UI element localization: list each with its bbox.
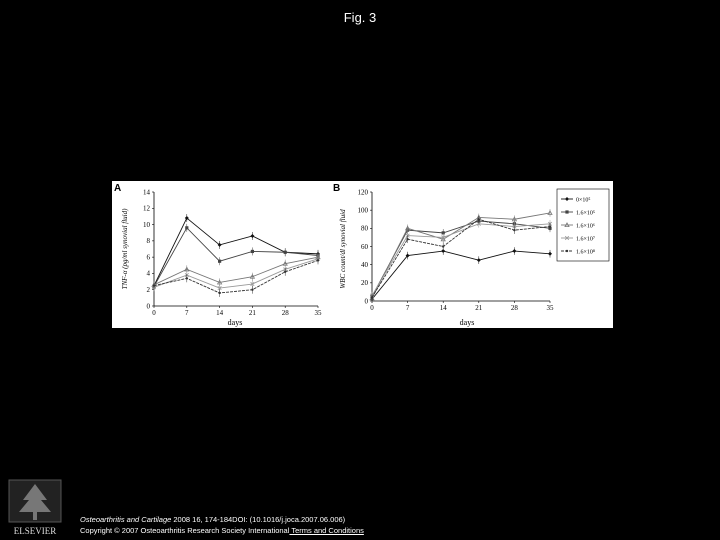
panel-0-series-4-point [284,271,286,273]
panel-1-xtick-label: 28 [510,304,518,312]
panel-0-ytick-label: 8 [146,237,150,246]
panel-1-xtick-label: 0 [370,304,374,312]
citation-line [80,514,364,525]
panel-0-xtick-label: 28 [281,309,289,317]
panel-0-ytick-label: 6 [146,253,150,262]
panel-0-series-1-point [284,251,287,254]
panel-0-series-4-point [186,277,188,279]
publisher-name: ELSEVIER [13,526,57,536]
figure-svg [112,181,613,328]
footer [80,514,364,536]
panel-1-xtick-label: 7 [405,304,410,312]
panel-1-series-4-point [406,238,408,240]
panel-1-series-0-point [477,258,481,262]
panel-1-xtick-label: 35 [546,304,554,312]
panel-1-series-4-point [513,229,515,231]
terms-link[interactable]: Terms and Conditions [289,526,364,535]
panel-1-series-1-line [372,221,550,296]
panel-b-xlabel: days [459,318,475,327]
panel-1-series-0-point [548,252,552,256]
panel-0-series-0-line [154,218,318,286]
panel-0-series-4-point [153,284,155,286]
panel-0-xtick-label: 7 [185,309,189,317]
legend-label-0: 0×10⁵ [576,197,591,204]
panel-0-ytick-label: 12 [143,204,150,213]
panel-1-series-0-point [512,249,516,253]
copyright-line [80,525,364,536]
panel-0-xtick-label: 21 [248,309,256,317]
legend-marker-4 [566,250,568,252]
panel-0-series-1-point [185,226,188,229]
panel-b-label: B [333,183,341,194]
panel-0-series-0-point [250,234,254,238]
legend [557,189,609,261]
panel-1-ytick-label: 0 [364,297,368,306]
panel-1-xtick-label: 21 [475,304,483,312]
panel-0-ytick-label: 14 [143,188,150,197]
citation: 2008 16, 174-184DOI: (10.1016/j.joca.2007.06.006) [171,515,346,524]
elsevier-logo [7,478,63,538]
legend-label-1: 1.6×10⁵ [576,210,595,217]
panel-0-series-1-point [251,250,254,253]
panel-0-xtick-label: 0 [152,309,156,317]
panel-0-series-1-point [218,260,221,263]
panel-b [333,183,554,327]
panel-0-ytick-label: 10 [143,220,150,229]
panel-1-series-4-point [371,296,373,298]
panel-1-series-4-point [442,245,444,247]
panel-1-series-0-line [372,251,550,299]
journal-name: Osteoarthritis and Cartilage [80,515,172,524]
panel-1-ytick-label: 80 [361,224,368,233]
panel-1-series-4-point [478,218,480,220]
panel-1-series-4-point [549,225,551,227]
panel-a [114,183,322,327]
panel-b-ylabel: WBC count/dl synovial fluid [339,209,347,289]
panel-a-ylabel: TNF-α (pg/ml synovial fluid) [121,208,129,290]
panel-0-series-4-point [317,259,319,261]
panel-0-series-4-point [218,292,220,294]
figure-title: Fig. 3 [343,10,377,25]
panel-0-series-4-point [251,289,253,291]
panel-0-xtick-label: 14 [216,309,224,317]
panel-0-series-2-line [154,257,318,285]
panel-1-ytick-label: 20 [361,279,368,288]
legend-marker-1 [565,210,568,213]
panel-0-xtick-label: 35 [314,309,322,317]
panel-1-xtick-label: 14 [439,304,447,312]
figure-image [112,181,613,328]
panel-0-ytick-label: 0 [146,302,150,311]
legend-label-3: 1.6×10⁷ [576,236,595,243]
copyright: Copyright © 2007 Osteoarthritis Research Society International [80,526,290,535]
panel-a-label: A [114,183,122,194]
panel-1-ytick-label: 120 [357,188,368,197]
panel-0-series-4-line [154,260,318,293]
panel-1-ytick-label: 100 [357,206,368,215]
panel-a-xlabel: days [227,318,243,327]
legend-label-2: 1.6×10⁶ [576,223,595,230]
panel-1-ytick-label: 40 [361,260,368,269]
panel-0-ytick-label: 2 [146,286,150,295]
panel-1-series-3-line [372,224,550,296]
panel-1-ytick-label: 60 [361,242,368,251]
legend-label-4: 1.6×10⁸ [576,249,595,256]
panel-0-ytick-label: 4 [146,269,150,278]
